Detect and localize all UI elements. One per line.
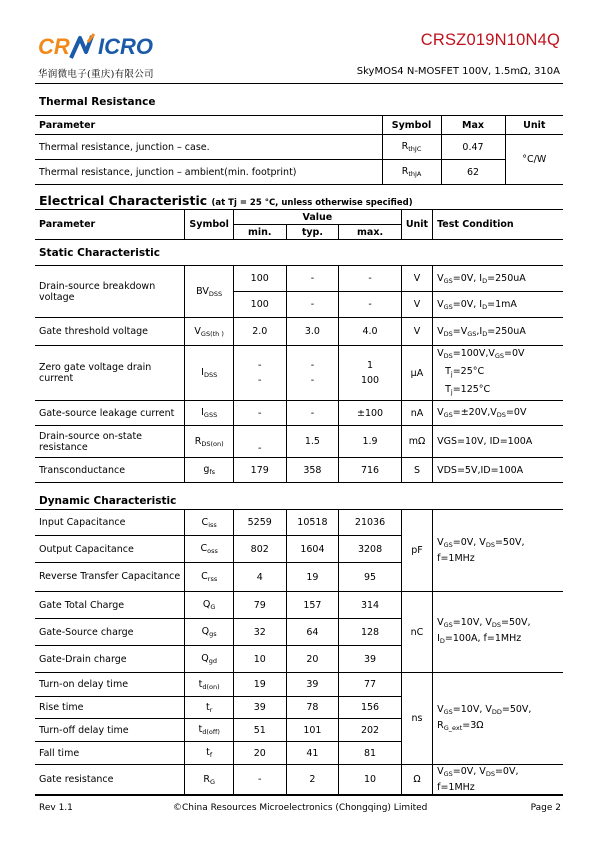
th-max: max. [339,225,402,240]
footer-copyright: ©China Resources Microelectronics (Chongqing) Limited [173,803,428,813]
test-cell: $V_{GS}=\pm 20V,V_{DS}=0V$ [433,401,563,426]
typ-cell: 19 [286,563,339,592]
max-cell: - [339,266,402,292]
table-row [35,765,563,795]
min-cell: 5259 [233,510,286,536]
typ-cell: 2 [286,765,339,795]
logo-graphic [38,32,178,62]
max-cell: ±100 [339,401,402,426]
param-cell: Drain-source on-state resistance [39,430,143,453]
param-cell: Gate-Source charge [39,626,134,638]
company-chinese-name: 华润微电子(重庆)有限公司 [38,69,154,80]
max-cell: 62 [441,160,505,185]
typ-cell: 78 [286,697,339,719]
max-cell: 95 [339,563,402,592]
symbol-cell: $t_{d(off)}$ [185,719,234,742]
param-cell: Gate-source leakage current [39,407,175,419]
param-cell: Turn-off delay time [39,724,129,736]
test-cell: $V_{GS}=10V$, $V_{DS}=50V$, $I_D=100A$, f=1MHz [433,592,563,673]
table-row [35,401,563,426]
min-cell: 51 [233,719,286,742]
test-cell: $V_{GS}=0V$, $I_D=1mA$ [433,292,563,318]
param-cell: Fall time [39,747,80,759]
th-unit: Unit [505,116,563,135]
test-cell: $V_{GS}=10V$, $V_{DD}=50V$, $R_{G\_ext}=3\Omega$ [433,673,563,765]
unit-cell: ns [401,673,432,765]
symbol-cell: $t_{d(on)}$ [185,673,234,697]
param-cell: Output Capacitance [39,543,134,555]
th-parameter: Parameter [35,210,185,240]
param-cell: Gate-Drain charge [39,653,127,665]
unit-cell: V [401,318,432,346]
min-cell: 10 [233,646,286,673]
footer-revision: Rev 1.1 [39,803,73,813]
symbol-cell: $C_{oss}$ [185,536,234,563]
max-cell: 77 [339,673,402,697]
footer-page-number: Page 2 [530,803,561,813]
th-min: min. [233,225,286,240]
test-cell: VGS=10V, ID=100A [433,426,563,458]
svg-text:CR: CR [38,34,70,59]
min-cell: - [233,401,286,426]
table-row [35,135,563,160]
th-unit: Unit [401,210,432,240]
param-cell: Reverse Transfer Capacitance [39,571,181,582]
typ-cell: - - [286,346,339,401]
min-cell: 20 [233,742,286,765]
footer-divider [35,795,563,796]
max-cell: 156 [339,697,402,719]
param-cell: Gate resistance [39,774,114,785]
table-row [35,160,563,185]
typ-cell: 1.5 [286,426,339,458]
min-cell: - [233,765,286,795]
table-row [35,592,563,619]
symbol-cell: $Q_{gd}$ [185,646,234,673]
table-row [35,266,563,292]
company-logo [38,32,178,62]
unit-cell: Ω [401,765,432,795]
test-cell: VDS=5V,ID=100A [433,458,563,483]
typ-cell: 64 [286,619,339,646]
unit-cell: V [401,266,432,292]
typ-cell: 39 [286,673,339,697]
max-cell: 81 [339,742,402,765]
symbol-cell: $BV_{DSS}$ [185,266,234,318]
unit-cell: μA [401,346,432,401]
symbol-cell: $C_{rss}$ [185,563,234,592]
thermal-title: Thermal Resistance [39,96,156,108]
min-cell: 802 [233,536,286,563]
table-row [35,510,563,536]
min-cell: 2.0 [233,318,286,346]
th-typ: typ. [286,225,339,240]
part-description: SkyMOS4 N-MOSFET 100V, 1.5mΩ, 310A [356,66,560,77]
max-cell: 39 [339,646,402,673]
max-cell: 716 [339,458,402,483]
svg-text:ICRO: ICRO [98,34,153,59]
unit-cell: V [401,292,432,318]
symbol-cell: $I_{GSS}$ [185,401,234,426]
param-cell: Rise time [39,702,84,713]
param-cell: Input Capacitance [39,517,126,528]
param-cell: Transconductance [39,464,126,476]
symbol-cell: $Q_{gs}$ [185,619,234,646]
unit-cell: nC [401,592,432,673]
symbol-cell: $I_{DSS}$ [185,346,234,401]
min-cell: - [233,426,286,458]
unit-cell: S [401,458,432,483]
symbol-cell: $V_{GS(th )}$ [185,318,234,346]
th-test-condition: Test Condition [433,210,563,240]
typ-cell: 1604 [286,536,339,563]
static-title: Static Characteristic [39,246,160,259]
symbol-cell: $R_G$ [185,765,234,795]
dynamic-section-row [35,483,563,510]
param-cell: Turn-on delay time [39,679,129,690]
min-cell: 100 [233,266,286,292]
typ-cell: 101 [286,719,339,742]
max-cell: 0.47 [441,135,505,160]
min-cell: 4 [233,563,286,592]
typ-cell: 41 [286,742,339,765]
param-cell: Gate Total Charge [39,599,125,611]
max-cell: 1.9 [339,426,402,458]
symbol-cell: $g_{fs}$ [185,458,234,483]
max-cell: 21036 [339,510,402,536]
th-symbol: Symbol [185,210,234,240]
test-cell: $V_{GS}=0V$, $I_D=250uA$ [433,266,563,292]
typ-cell: - [286,292,339,318]
typ-cell: 157 [286,592,339,619]
min-cell: 179 [233,458,286,483]
th-parameter: Parameter [39,119,96,131]
elec-header-row-1 [35,210,563,225]
param-cell: Drain-source breakdown voltage [35,266,185,318]
test-cell: $V_{GS}=0V$, $V_{DS}=50V$, f=1MHz [433,510,563,592]
symbol-cell: $Q_G$ [185,592,234,619]
th-symbol: Symbol [382,116,441,135]
min-cell: 32 [233,619,286,646]
static-section-row [35,240,563,266]
min-cell: 19 [233,673,286,697]
typ-cell: 3.0 [286,318,339,346]
param-cell: Thermal resistance, junction – ambient(min. footprint) [39,166,297,178]
part-number: CRSZ019N10N4Q [420,31,560,49]
table-row [35,426,563,458]
max-cell: - [339,292,402,318]
max-cell: 10 [339,765,402,795]
min-cell: 79 [233,592,286,619]
param-cell: Gate threshold voltage [39,326,149,337]
dynamic-title: Dynamic Characteristic [39,495,177,507]
typ-cell: - [286,401,339,426]
unit-cell: mΩ [401,426,432,458]
symbol-cell: $C_{iss}$ [185,510,234,536]
symbol-cell: $R_{thJA}$ [382,160,441,185]
min-cell: 100 [233,292,286,318]
max-cell: 202 [339,719,402,742]
symbol-cell: $R_{DS(on)}$ [185,426,234,458]
typ-cell: - [286,266,339,292]
max-cell: 3208 [339,536,402,563]
symbol-cell: $R_{thJC}$ [382,135,441,160]
test-cell: $V_{GS}=0V$, $V_{DS}=0V$, f=1MHz [433,765,563,795]
header-divider [35,83,563,84]
param-cell: Zero gate voltage drain current [39,362,152,384]
electrical-table [35,209,563,795]
typ-cell: 10518 [286,510,339,536]
typ-cell: 20 [286,646,339,673]
unit-cell: pF [401,510,432,592]
min-cell: 39 [233,697,286,719]
unit-cell: °C/W [505,135,563,185]
max-cell: 1 100 [339,346,402,401]
test-cell: $V_{DS}=100V,V_{GS}=0V$ $T_j=25^\circ C$ $T_j=125^\circ C$ [433,346,563,401]
thermal-header-row [35,116,563,135]
max-cell: 128 [339,619,402,646]
test-cell: $V_{DS}=V_{GS},I_D=250uA$ [433,318,563,346]
th-value: Value [233,210,401,225]
table-row [35,318,563,346]
table-row [35,673,563,697]
th-max: Max [441,116,505,135]
table-row [35,346,563,401]
symbol-cell: $t_f$ [185,742,234,765]
max-cell: 4.0 [339,318,402,346]
min-cell: - - [233,346,286,401]
symbol-cell: $t_r$ [185,697,234,719]
param-cell: Thermal resistance, junction – case. [39,141,210,153]
thermal-table [35,115,563,185]
electrical-title: Electrical Characteristic (at Tj = 25 °C, unless otherwise specified) [39,193,413,208]
table-row [35,458,563,483]
unit-cell: nA [401,401,432,426]
typ-cell: 358 [286,458,339,483]
max-cell: 314 [339,592,402,619]
